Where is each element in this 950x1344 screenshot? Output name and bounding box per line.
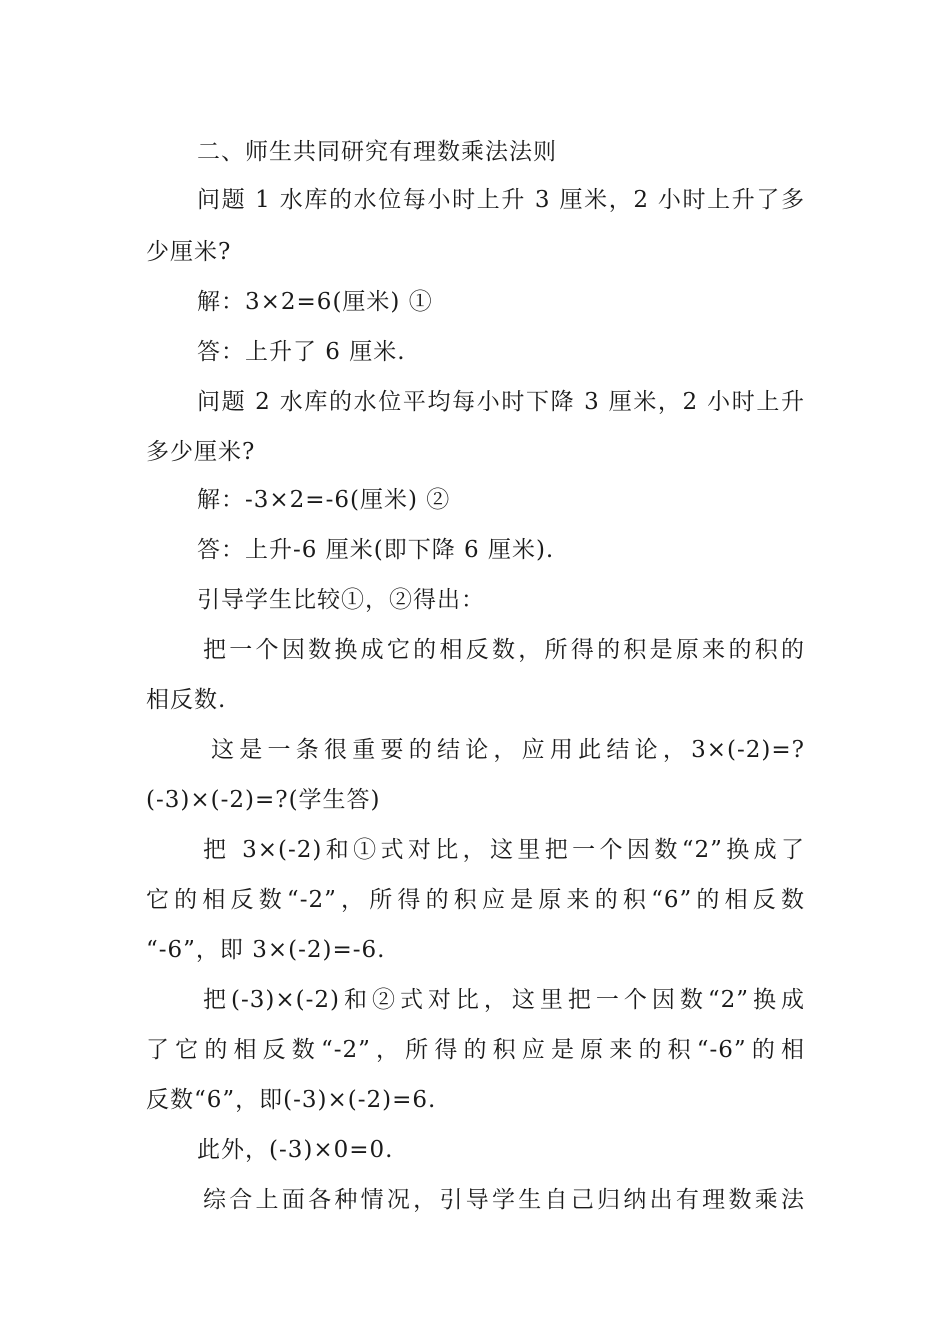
section-heading: 二、师生共同研究有理数乘法法则 [197,139,557,165]
text-line: (-3)×(-2)=?(学生答) [146,787,381,813]
text-line: “-6”，即 3×(-2)=-6. [146,937,386,963]
text-line: 解：-3×2=-6(厘米) ② [197,487,451,513]
text-line: 引导学生比较①，②得出： [197,587,485,613]
text-line: 问题 1 水库的水位每小时上升 3 厘米，2 小时上升了多 [197,187,805,213]
text-line: 相反数. [146,687,227,713]
text-line: 少厘米? [146,239,232,265]
text-line: 综合上面各种情况，引导学生自己归纳出有理数乘法 [203,1187,805,1213]
text-line: 反数“6”，即(-3)×(-2)=6. [146,1087,437,1113]
text-line: 把一个因数换成它的相反数，所得的积是原来的积的 [203,637,805,663]
text-line: 它的相反数“-2”，所得的积应是原来的积“6”的相反数 [146,887,805,913]
text-line: 这是一条很重要的结论，应用此结论，3×(-2)=? [211,737,805,763]
text-line: 问题 2 水库的水位平均每小时下降 3 厘米，2 小时上升 [197,389,805,415]
text-line: 此外，(-3)×0=0. [197,1137,394,1163]
text-line: 答：上升-6 厘米(即下降 6 厘米). [197,537,555,563]
text-line: 解：3×2=6(厘米) ① [197,289,433,315]
text-line: 答：上升了 6 厘米. [197,339,406,365]
text-line: 了它的相反数“-2”，所得的积应是原来的积“-6”的相 [146,1037,805,1063]
text-line: 多少厘米? [146,439,256,465]
text-line: 把 3×(-2)和①式对比，这里把一个因数“2”换成了 [203,837,805,863]
text-line: 把(-3)×(-2)和②式对比，这里把一个因数“2”换成 [203,987,805,1013]
